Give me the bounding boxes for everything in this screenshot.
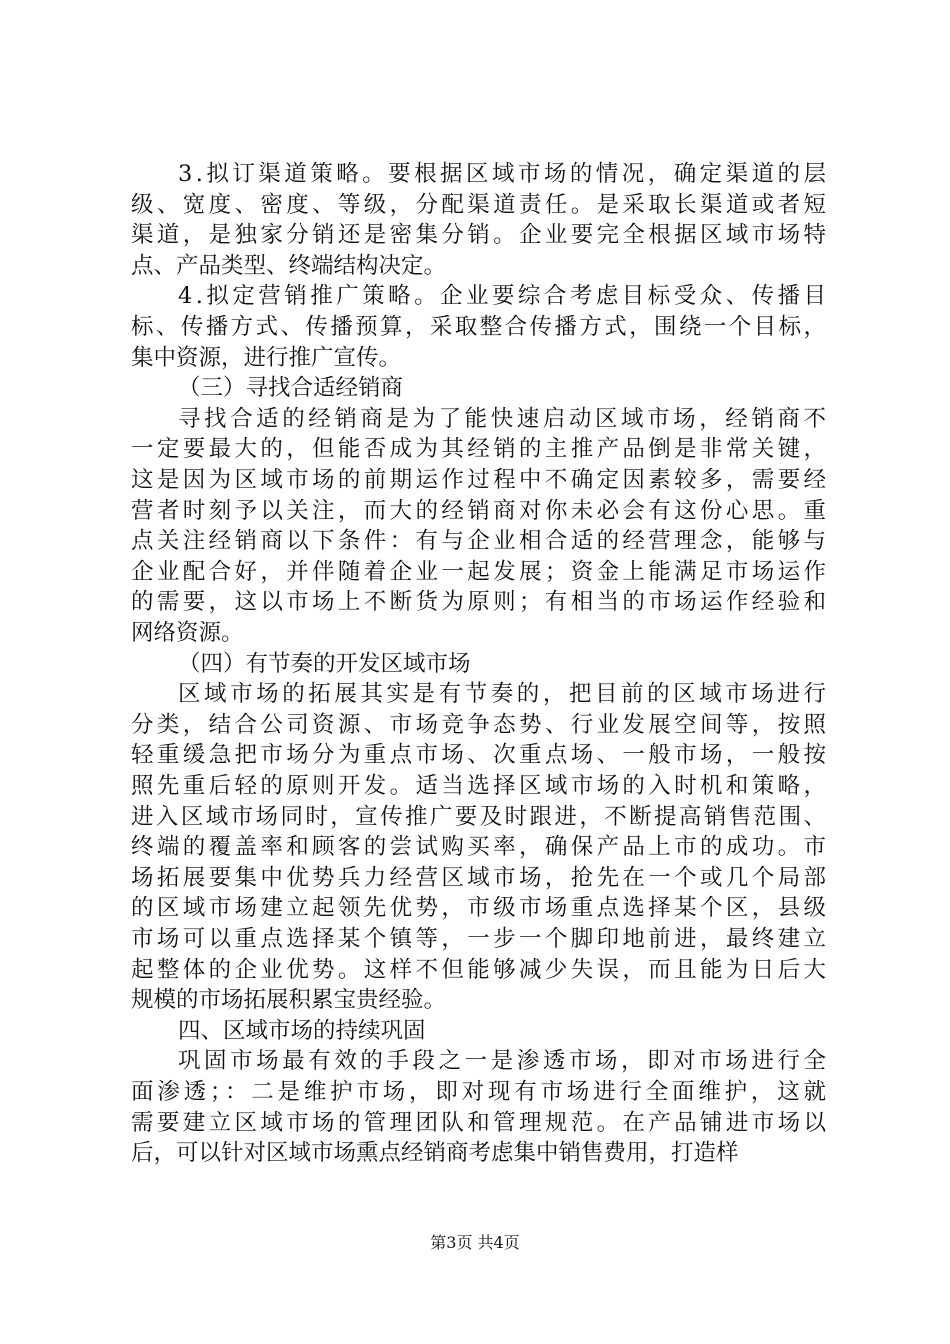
text-line <box>0 738 950 772</box>
text-line <box>0 1075 950 1109</box>
text-line <box>0 188 950 222</box>
text-line <box>0 1044 950 1078</box>
text-line-content: 集中资源，进行推广宣传。 <box>131 344 402 371</box>
text-line-content: 渠道，是独家分销还是密集分销。企业要完全根据区域市场特 <box>131 222 830 249</box>
text-line <box>0 769 950 803</box>
text-line-content: 分类，结合公司资源、市场竞争态势、行业发展空间等，按照 <box>131 711 830 738</box>
text-line-content: 的需要，这以市场上不断货为原则；有相当的市场运作经验和 <box>131 589 830 616</box>
text-line-content: 营者时刻予以关注，而大的经销商对你未必会有这份心思。重 <box>131 497 830 524</box>
text-line-content: 后，可以针对区域市场熏点经销商考虑集中销售费用，打造样 <box>131 1140 739 1167</box>
text-line <box>0 432 950 466</box>
text-line <box>0 157 950 191</box>
text-line <box>0 524 950 558</box>
text-line <box>0 310 950 344</box>
text-line-content: 市场可以重点选择某个镇等，一步一个脚印地前进，最终建立 <box>131 926 830 952</box>
text-line <box>0 647 950 681</box>
text-line-content: 终端的覆盖率和顾客的尝试购买率，确保产品上市的成功。市 <box>131 834 830 861</box>
text-line <box>0 891 950 925</box>
text-line-content: 点、产品类型、终端结构决定。 <box>131 252 447 279</box>
text-line <box>0 249 950 283</box>
text-line-content: （三）寻找合适经销商 <box>178 375 404 402</box>
text-line-content: （四）有节奏的开发区域市场 <box>178 650 471 677</box>
text-line-content: 进入区域市场同时，宣传推广要及时跟进，不断提高销售范围、 <box>131 803 829 830</box>
text-line-content: 轻重缓急把市场分为重点市场、次重点场、一般市场，一般按 <box>131 742 830 769</box>
text-line <box>0 1106 950 1140</box>
text-line <box>0 616 950 650</box>
text-line-content: 四、区域市场的持续巩固 <box>178 1017 426 1044</box>
page-footer: 第3页 共4页 <box>430 1233 520 1252</box>
text-line-content: 级、宽度、密度、等级，分配渠道责任。是采取长渠道或者短 <box>131 191 830 218</box>
text-line-content: 一定要最大的，但能否成为其经销的主推产品倒是非常关键， <box>131 436 830 463</box>
text-line-content: 起整体的企业优势。这样不但能够减少失误，而且能为日后大 <box>131 956 830 983</box>
text-line <box>0 402 950 436</box>
text-line-content: 标、传播方式、传播预算，采取整合传播方式，围绕一个目标， <box>131 314 829 340</box>
text-line <box>0 1136 950 1170</box>
text-line-content: 这是因为区域市场的前期运作过程中不确定因素较多，需要经 <box>131 467 830 493</box>
text-line <box>0 677 950 711</box>
text-line-content: 点关注经销商以下条件：有与企业相合适的经营理念，能够与 <box>131 528 830 555</box>
text-line <box>0 953 950 987</box>
text-line-content: 巩固市场最有效的手段之一是渗透市场，即对市场进行全 <box>178 1048 830 1075</box>
text-line <box>0 830 950 864</box>
text-line-content: 区域市场的拓展其实是有节奏的，把目前的区域市场进行 <box>178 681 830 708</box>
text-line <box>0 279 950 313</box>
text-line <box>0 371 950 405</box>
text-line-content: 4.拟定营销推广策略。企业要综合考虑目标受众、传播目 <box>178 283 830 310</box>
text-line <box>0 585 950 619</box>
text-line <box>0 708 950 742</box>
text-line <box>0 983 950 1017</box>
text-line <box>0 463 950 497</box>
text-line-content: 企业配合好，并伴随着企业一起发展；资金上能满足市场运作 <box>131 558 830 585</box>
text-line-content: 需要建立区域市场的管理团队和管理规范。在产品铺进市场以 <box>131 1109 830 1136</box>
text-line-content: 3.拟订渠道策略。要根据区域市场的情况，确定渠道的层 <box>178 161 830 187</box>
text-line <box>0 555 950 589</box>
text-line-content: 照先重后轻的原则开发。适当选择区域市场的入时机和策略， <box>131 773 830 799</box>
text-line-content: 寻找合适的经销商是为了能快速启动区域市场，经销商不 <box>178 405 830 432</box>
text-line <box>0 341 950 375</box>
text-line <box>0 494 950 528</box>
text-line <box>0 218 950 252</box>
text-line-content: 网络资源。 <box>131 620 244 646</box>
text-line <box>0 800 950 834</box>
text-line-content: 的区域市场建立起领先优势，市级市场重点选择某个区，县级 <box>131 895 830 922</box>
text-line <box>0 861 950 895</box>
text-line <box>0 922 950 956</box>
text-line <box>0 1014 950 1048</box>
text-line-content: 场拓展要集中优势兵力经营区域市场，抢先在一个或几个局部 <box>131 864 830 891</box>
text-line-content: 面渗透；：二是维护市场，即对现有市场进行全面维护，这就 <box>131 1079 830 1105</box>
text-line-content: 规模的市场拓展积累宝贵经验。 <box>131 987 447 1014</box>
